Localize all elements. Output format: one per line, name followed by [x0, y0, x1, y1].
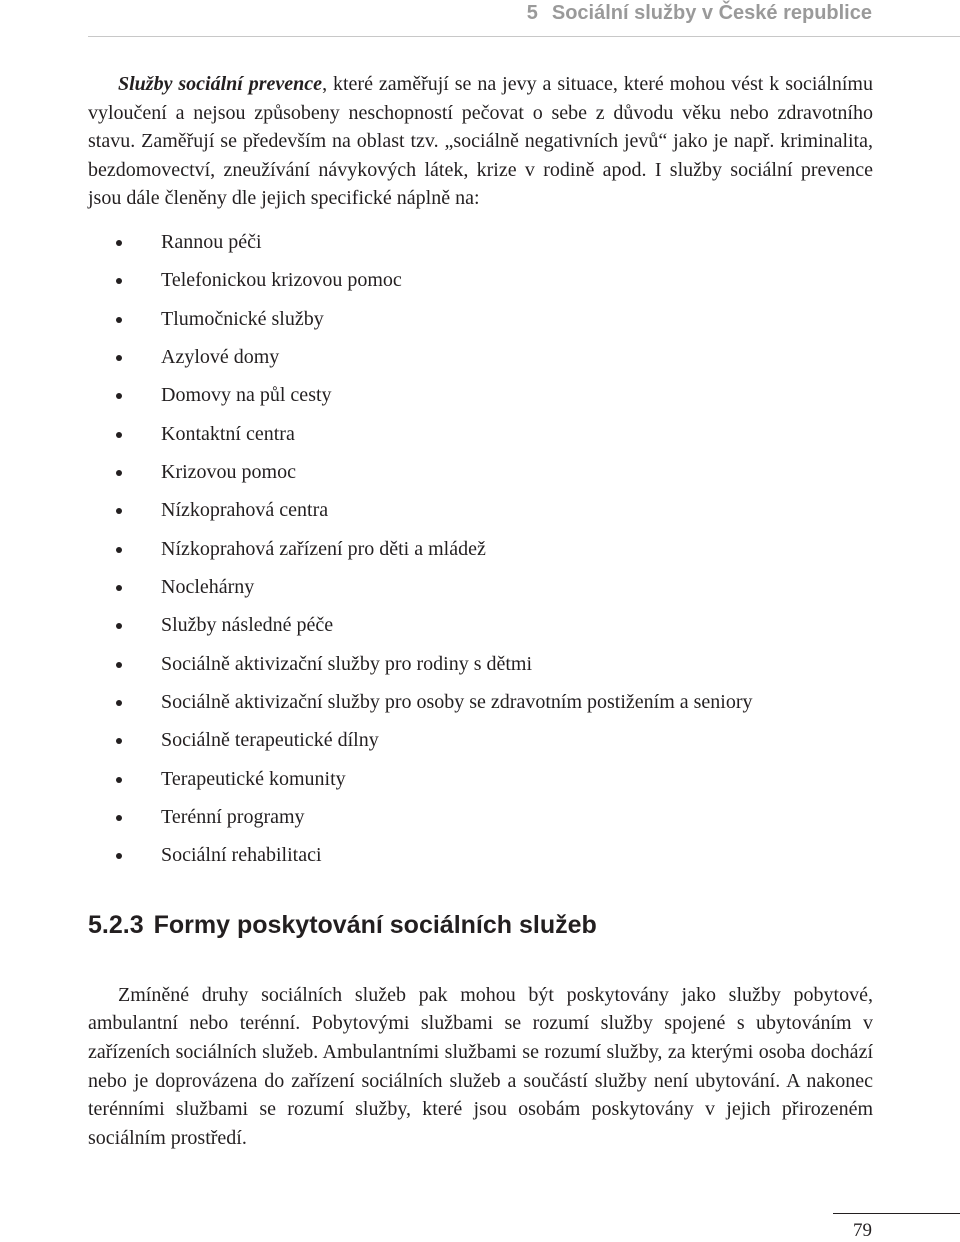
intro-paragraph [88, 70, 873, 213]
list-item-label: Noclehárny [161, 576, 255, 599]
section-paragraph [88, 981, 873, 1153]
footer-divider [833, 1213, 960, 1214]
list-item-label: Azylové domy [161, 346, 280, 368]
list-item [88, 606, 873, 644]
list-item [88, 836, 873, 874]
list-item [88, 798, 873, 836]
list-item [88, 568, 873, 606]
list-item [88, 721, 873, 759]
bullet-icon [116, 738, 122, 744]
list-item [88, 530, 873, 568]
list-item-label: Telefonickou krizovou pomoc [161, 269, 402, 292]
bullet-icon [116, 278, 122, 284]
bullet-icon [116, 317, 122, 323]
running-header [527, 0, 872, 26]
bullet-icon [116, 508, 122, 514]
list-item [88, 491, 873, 529]
list-item-label: Služby následné péče [161, 614, 334, 637]
bullet-icon [116, 815, 122, 821]
list-item-label: Sociální rehabilitaci [161, 844, 322, 867]
bullet-icon [116, 700, 122, 706]
chapter-number: 5 [526, 2, 538, 24]
list-item [88, 261, 873, 299]
bullet-icon [116, 547, 122, 553]
list-item [88, 300, 873, 338]
list-item-label: Kontaktní centra [161, 422, 295, 445]
bullet-icon [116, 240, 122, 246]
services-list [88, 223, 873, 875]
list-item-label: Terénní programy [161, 806, 305, 829]
list-item [88, 223, 873, 261]
list-item [88, 683, 873, 721]
bullet-icon [116, 393, 122, 399]
list-item-label: Rannou péči [161, 230, 262, 253]
list-item-label: Nízkoprahová zařízení pro děti a mládež [161, 537, 486, 560]
bullet-icon [116, 662, 122, 668]
bullet-icon [116, 623, 122, 629]
section-title: Formy poskytování sociálních služeb [153, 910, 597, 939]
list-item [88, 415, 873, 453]
list-item [88, 760, 873, 798]
list-item-label: Sociálně aktivizační služby pro osoby se zdravotním postižením a seniory [161, 691, 753, 714]
bullet-icon [116, 853, 122, 859]
header-divider [88, 36, 960, 37]
bullet-icon [116, 432, 122, 438]
list-item-label: Nízkoprahová centra [161, 499, 329, 522]
list-item [88, 376, 873, 414]
list-item-label: Sociálně aktivizační služby pro rodiny s dětmi [161, 652, 533, 675]
section-heading [88, 909, 873, 941]
list-item-label: Terapeutické komunity [161, 767, 346, 790]
section-text: Zmíněné druhy sociálních služeb pak mohou být poskytovány jako služby pobytové, ambulantní nebo terénní. Pobytovými službami se rozumí služby spojené s ubytováním v zařízeních sociálních služeb. Ambulantními službami se rozumí služby, za kterými osoba dochází nebo je doprovázena do zařízení sociálních služeb a součástí služby není ubytování. A nakonec terénními službami se rozumí služby, které jsou osobám poskytovány v jejich přirozeném sociálním prostředí. [88, 983, 873, 1149]
page-number: 79 [853, 1220, 872, 1241]
chapter-title: Sociální služby v České republice [551, 2, 872, 24]
page-content [88, 70, 873, 1152]
list-item-label: Domovy na půl cesty [161, 384, 332, 407]
list-item [88, 338, 873, 376]
bullet-icon [116, 355, 122, 361]
bullet-icon [116, 585, 122, 591]
intro-text: , které zaměřují se na jevy a situace, které mohou vést k sociálnímu vyloučení a nejsou způsobeny neschopností pečovat o sebe z důvodu věku nebo zdravotního stavu. Zaměřují se především na oblast tzv. „sociálně negativních jevů“ jako je např. kriminalita, bezdomovectví, zneužívání návykových látek, krize v rodině apod. I služby sociální prevence jsou dále členěny dle jejich specifické náplně na: [88, 73, 873, 210]
list-item [88, 453, 873, 491]
bullet-icon [116, 470, 122, 476]
list-item-label: Tlumočnické služby [161, 307, 324, 330]
intro-lead-term: Služby sociální prevence [118, 73, 323, 95]
list-item-label: Sociálně terapeutické dílny [161, 729, 379, 752]
bullet-icon [116, 777, 122, 783]
list-item [88, 645, 873, 683]
section-number: 5.2.3 [88, 910, 144, 939]
list-item-label: Krizovou pomoc [161, 461, 296, 484]
